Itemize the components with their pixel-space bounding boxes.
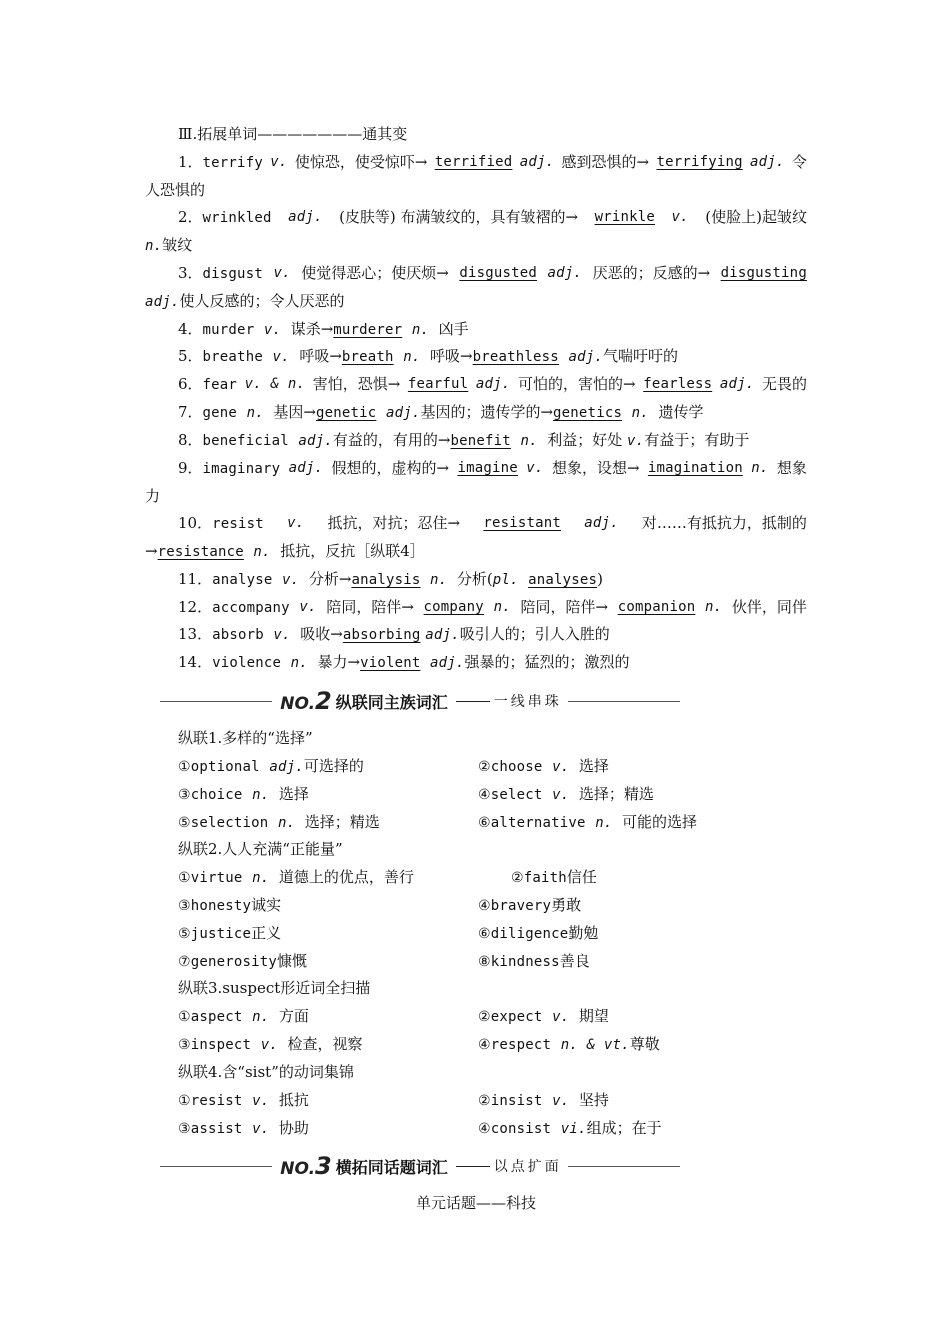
banner-rule-right: [568, 1166, 680, 1167]
vocab-item-9-cont: 力: [145, 487, 161, 505]
banner-title: 横拓同话题词汇: [335, 1157, 448, 1177]
vocab-item-10: 10．resist v. 抵抗，对抗；忍住→ resistant adj. 对……有抵抗力，抵制的: [178, 514, 807, 532]
group-3-title: 纵联3.suspect形近词全扫描: [178, 979, 371, 997]
group-2-row-2: ③honesty诚实 ④bravery勇敢: [178, 896, 582, 914]
banner-subtitle: 以点扩面: [493, 1159, 562, 1175]
vocab-item-3-cont: adj.使人反感的；令人厌恶的: [145, 292, 345, 310]
group-3-row-1: ①aspect n. 方面 ②expect v. 期望: [178, 1007, 609, 1025]
group-4-row-1: ①resist v. 抵抗 ②insist v. 坚持: [178, 1091, 609, 1109]
group-1-row-3: ⑤selection n. 选择；精选 ⑥alternative n. 可能的选择: [178, 813, 698, 831]
section-banner-3: [160, 1151, 680, 1181]
banner-title: 纵联同主族词汇: [335, 692, 448, 712]
vocab-item-2-cont: n.皱纹: [145, 236, 193, 254]
group-2-title: 纵联2.人人充满“正能量”: [178, 840, 343, 858]
vocab-item-12: 12．accompany v. 陪同，陪伴→ company n. 陪同，陪伴→ companion n. 伙伴，同伴: [178, 598, 807, 616]
group-2-row-3: ⑤justice正义 ⑥diligence勤勉: [178, 924, 599, 942]
group-1-title: 纵联1.多样的“选择”: [178, 729, 313, 747]
banner-rule-right: [568, 701, 680, 702]
vocab-item-11: 11．analyse v. 分析→analysis n. 分析(pl. analyses): [178, 570, 604, 588]
banner-rule-left: [160, 1166, 272, 1167]
banner-rule-left: [160, 701, 272, 702]
group-1-row-2: ③choice n. 选择 ④select v. 选择；精选: [178, 785, 654, 803]
group-1-row-1: ①optional adj.可选择的 ②choose v. 选择: [178, 757, 609, 775]
group-4-row-2: ③assist v. 协助 ④consist vi.组成；在于: [178, 1119, 662, 1137]
banner-dash: [456, 701, 490, 702]
vocab-item-1-cont: 人恐惧的: [145, 181, 206, 199]
banner-subtitle: 一线串珠: [493, 694, 562, 710]
banner-number: NO.3: [280, 1152, 332, 1180]
vocab-item-13: 13．absorb v. 吸收→absorbing adj.吸引人的；引人入胜的: [178, 625, 610, 643]
group-2-row-1: ①virtue n. 道德上的优点，善行 ②faith信任: [178, 868, 597, 886]
group-2-row-4: ⑦generosity慷慨 ⑧kindness善良: [178, 952, 590, 970]
section-banner-2: [160, 686, 680, 716]
vocab-item-4: 4．murder v. 谋杀→murderer n. 凶手: [178, 320, 469, 338]
vocab-item-10-cont: →resistance n. 抵抗，反抗［纵联4］: [145, 542, 425, 560]
vocab-item-5: 5．breathe v. 呼吸→breath n. 呼吸→breathless adj.气喘吁吁的: [178, 347, 678, 365]
vocab-item-6: 6．fear v. & n. 害怕，恐惧→ fearful adj. 可怕的，害怕的→ fearless adj. 无畏的: [178, 375, 807, 393]
banner-dash: [456, 1166, 490, 1167]
banner-number: NO.2: [280, 687, 332, 715]
vocab-item-9: 9．imaginary adj. 假想的，虚构的→ imagine v. 想象，设想→ imagination n. 想象: [178, 459, 807, 477]
vocab-item-3: 3．disgust v. 使觉得恶心；使厌烦→ disgusted adj. 厌恶的；反感的→ disgusting: [178, 264, 807, 282]
vocab-item-8: 8．beneficial adj.有益的，有用的→benefit n. 利益；好处 v.有益于；有助于: [178, 431, 750, 449]
vocab-item-7: 7．gene n. 基因→genetic adj.基因的；遗传学的→genetics n. 遗传学: [178, 403, 704, 421]
group-3-row-2: ③inspect v. 检查，视察 ④respect n. & vt.尊敬: [178, 1035, 660, 1053]
section-heading: Ⅲ.拓展单词———————通其变: [178, 125, 408, 143]
unit-topic: 单元话题——科技: [415, 1194, 536, 1212]
vocab-item-2: 2．wrinkled adj. (皮肤等) 布满皱纹的，具有皱褶的→ wrinkle v. (使脸上)起皱纹: [178, 208, 807, 226]
vocab-item-1: 1．terrify v. 使惊恐，使受惊吓→ terrified adj. 感到恐惧的→ terrifying adj. 令: [178, 153, 807, 171]
vocab-item-14: 14．violence n. 暴力→violent adj.强暴的；猛烈的；激烈的: [178, 653, 630, 671]
group-4-title: 纵联4.含“sist”的动词集锦: [178, 1063, 354, 1081]
